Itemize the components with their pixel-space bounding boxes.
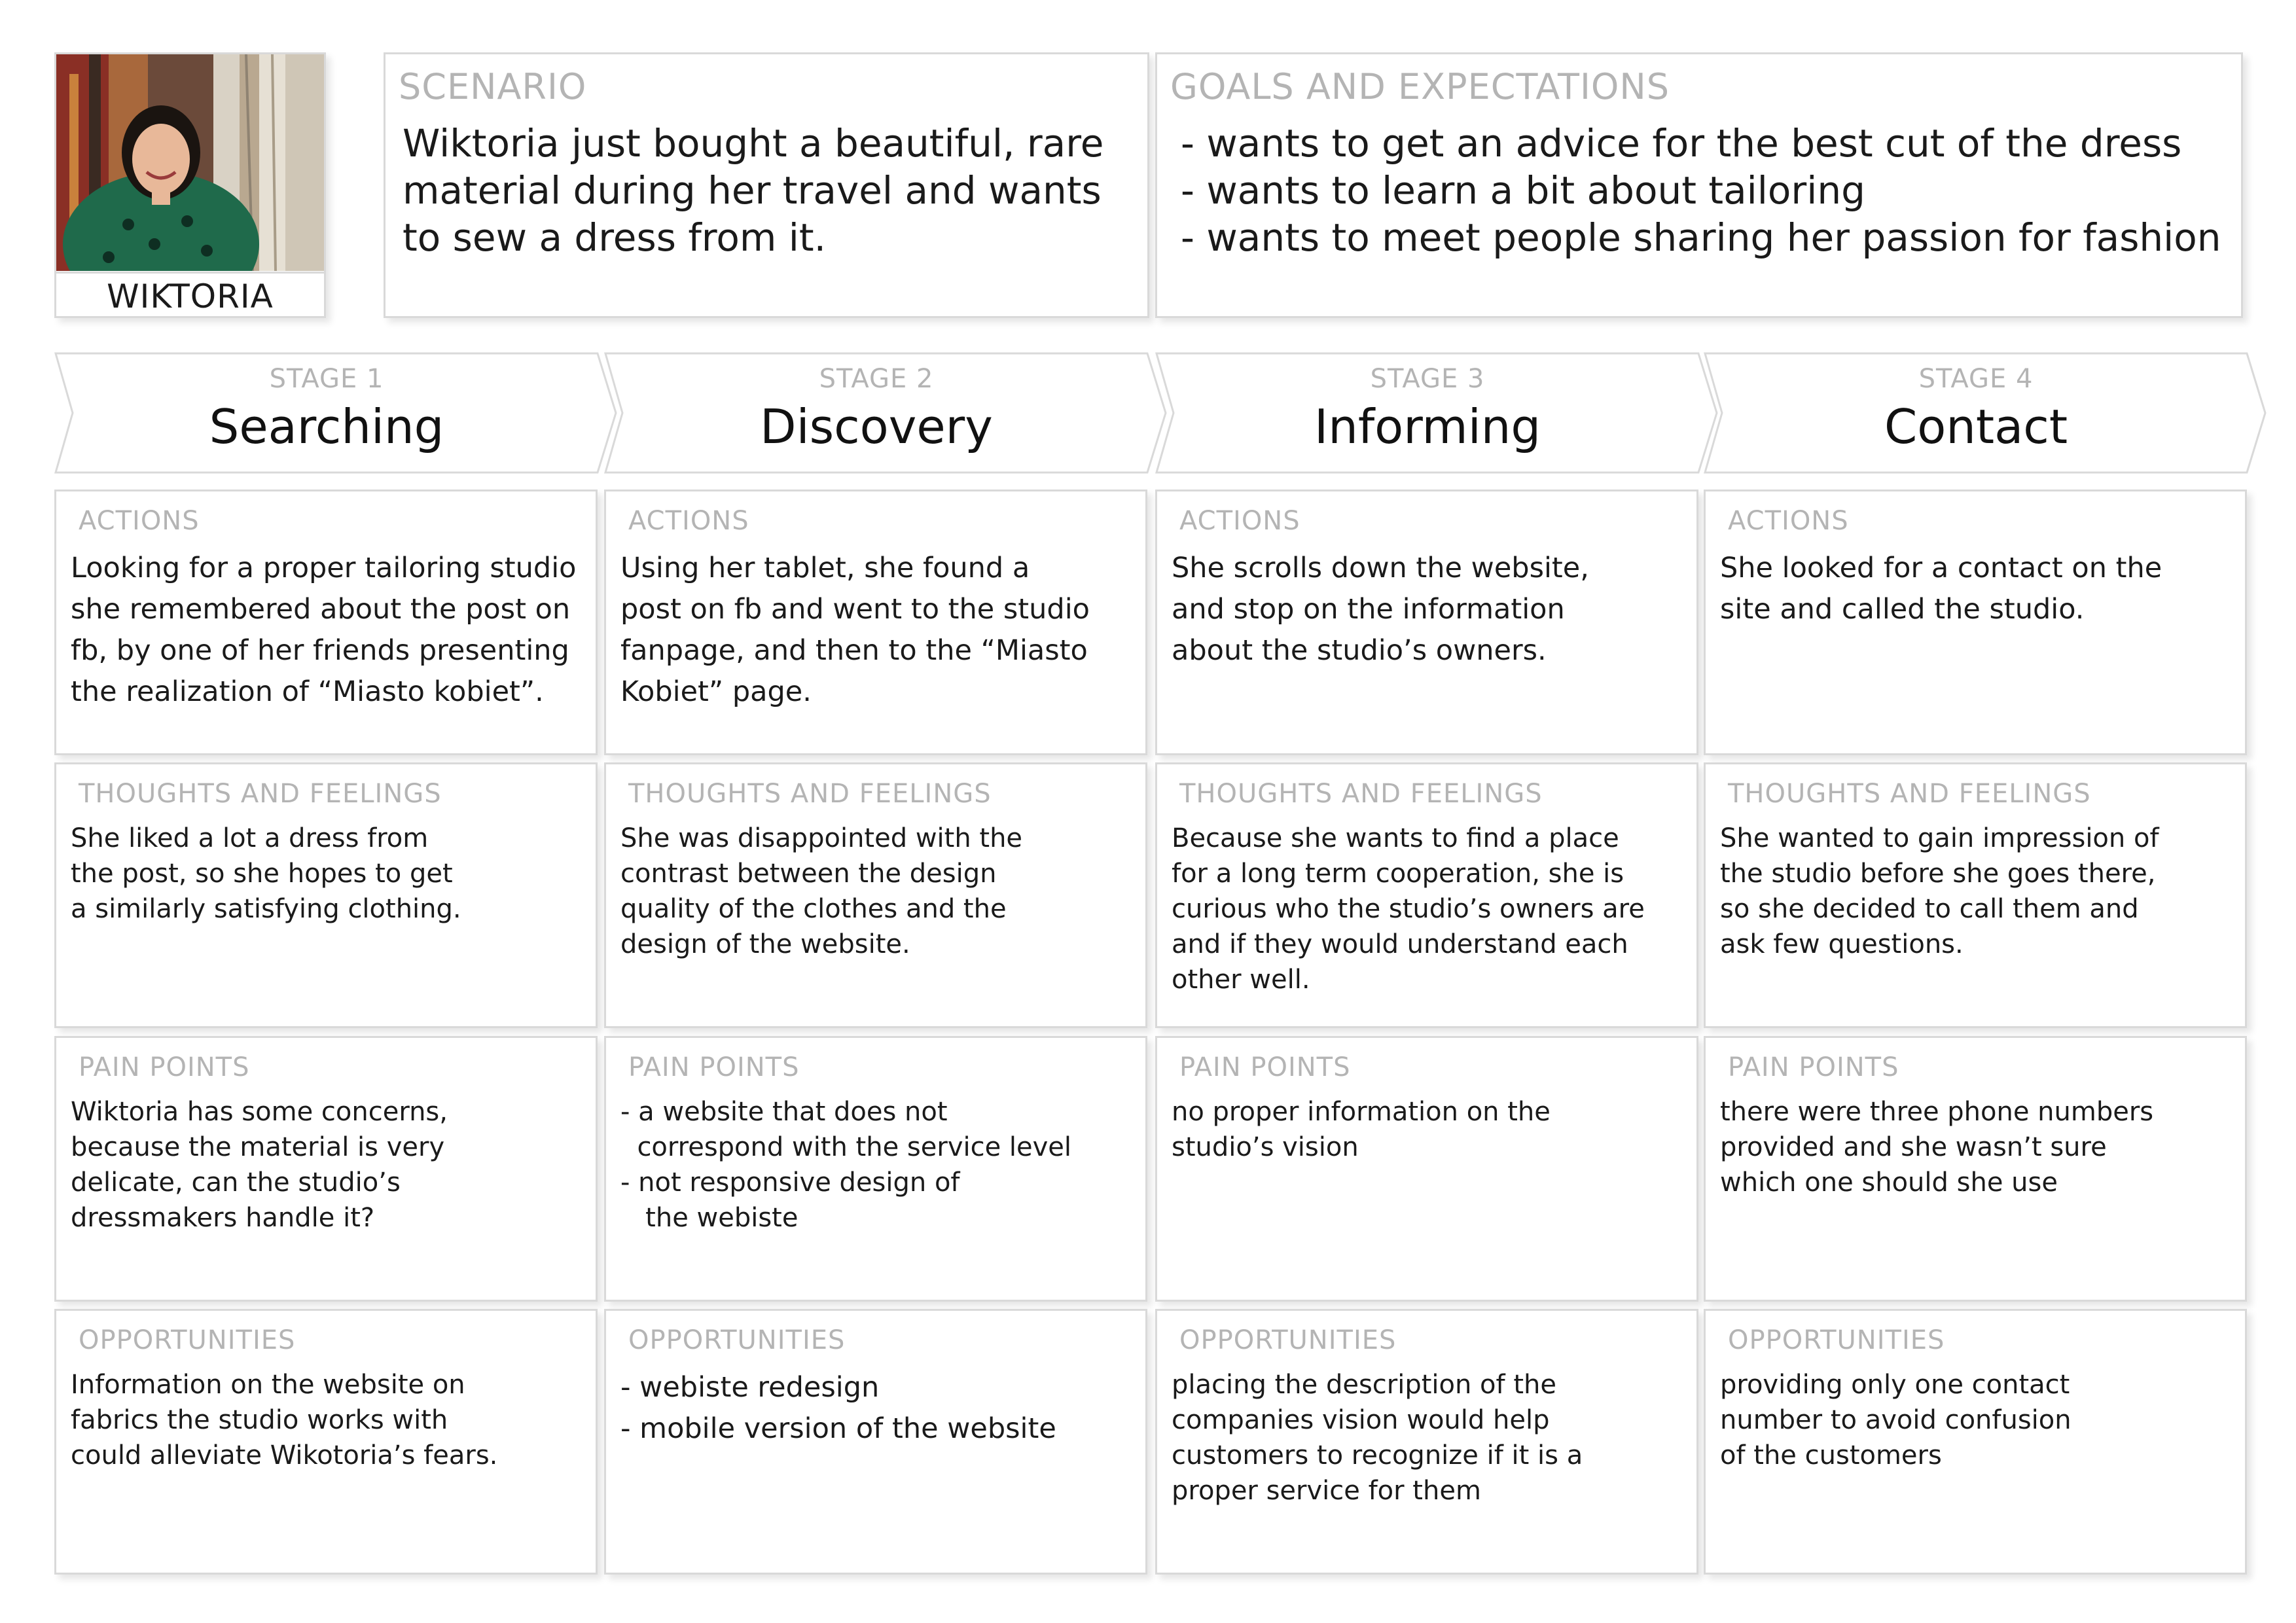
stage-4-actions-card (1704, 490, 2247, 755)
stage-2-opportunities-card (604, 1309, 1147, 1575)
pain-points-label: PAIN POINTS (79, 1052, 250, 1082)
pain-points-label: PAIN POINTS (1728, 1052, 1899, 1082)
actions-label: ACTIONS (1728, 506, 1849, 536)
thoughts-label: THOUGHTS AND FEELINGS (628, 779, 992, 809)
stage-2-thoughts-card (604, 762, 1147, 1028)
pain-points-text: no proper information on the studio’s vision (1172, 1097, 1551, 1162)
stage-2-pain-points-card (604, 1036, 1147, 1302)
thoughts-label: THOUGHTS AND FEELINGS (79, 779, 442, 809)
scenario-text: Wiktoria just bought a beautiful, rare material during her travel and wants to sew a dress from it. (403, 121, 1104, 260)
actions-label: ACTIONS (79, 506, 200, 536)
goals-text: - wants to get an advice for the best cut of the dress - wants to learn a bit about tailoring - wants to meet people sharing her passion for fashion (1181, 121, 2221, 260)
actions-label: ACTIONS (1179, 506, 1300, 536)
stage-number: STAGE 3 (1370, 364, 1485, 394)
opportunities-label: OPPORTUNITIES (79, 1325, 296, 1355)
stage-4-thoughts-card (1704, 762, 2247, 1028)
stage-3-header (1155, 352, 1718, 474)
stage-number: STAGE 1 (269, 364, 384, 394)
stage-2-header (604, 352, 1167, 474)
opportunities-label: OPPORTUNITIES (628, 1325, 846, 1355)
pain-points-label: PAIN POINTS (628, 1052, 800, 1082)
stage-3-actions-card (1155, 490, 1698, 755)
stage-1-pain-points-card (54, 1036, 598, 1302)
actions-text: Looking for a proper tailoring studio she remembered about the post on fb, by one of her friends presenting the realization of “Miasto kobiet”. (71, 552, 577, 708)
stage-4-header (1704, 352, 2267, 474)
stage-number: STAGE 4 (1918, 364, 2034, 394)
scenario-label: SCENARIO (399, 66, 587, 107)
stage-3-opportunities-card (1155, 1309, 1698, 1575)
stage-1-thoughts-card (54, 762, 598, 1028)
persona-photo (56, 54, 324, 271)
stage-2-actions-card (604, 490, 1147, 755)
stage-3-thoughts-card (1155, 762, 1698, 1028)
opportunities-label: OPPORTUNITIES (1179, 1325, 1397, 1355)
stage-1-actions-card (54, 490, 598, 755)
stage-4-pain-points-card (1704, 1036, 2247, 1302)
thoughts-text: She liked a lot a dress from the post, so she hopes to get a similarly satisfying clothing. (71, 823, 461, 924)
goals-card (1155, 52, 2243, 318)
opportunities-label: OPPORTUNITIES (1728, 1325, 1945, 1355)
pain-points-text: Wiktoria has some concerns, because the material is very delicate, can the studio’s dressmakers handle it? (71, 1097, 448, 1233)
stage-3-pain-points-card (1155, 1036, 1698, 1302)
goals-label: GOALS AND EXPECTATIONS (1170, 66, 1670, 107)
stage-name: Informing (1314, 399, 1541, 454)
actions-label: ACTIONS (628, 506, 749, 536)
actions-text: She scrolls down the website, and stop on the information about the studio’s owners. (1172, 552, 1589, 667)
stage-name: Searching (209, 399, 444, 454)
opportunities-text: placing the description of the companies vision would help customers to recognize if it is a proper service for them (1172, 1370, 1583, 1506)
opportunities-text: Information on the website on fabrics the studio works with could alleviate Wikotoria’s fears. (71, 1370, 498, 1471)
persona-name: WIKTORIA (56, 272, 324, 319)
stage-name: Contact (1884, 399, 2068, 454)
pain-points-label: PAIN POINTS (1179, 1052, 1351, 1082)
thoughts-text: Because she wants to find a place for a long term cooperation, she is curious who the studio’s owners are and if they would understand each other well. (1172, 823, 1645, 995)
actions-text: Using her tablet, she found a post on fb and went to the studio fanpage, and then to the “Miasto Kobiet” page. (620, 552, 1090, 708)
stage-1-header (54, 352, 617, 474)
thoughts-text: She wanted to gain impression of the studio before she goes there, so she decided to call them and ask few questions. (1720, 823, 2159, 959)
pain-points-text: there were three phone numbers provided and she wasn’t sure which one should she use (1720, 1097, 2154, 1198)
actions-text: She looked for a contact on the site and called the studio. (1720, 552, 2162, 626)
pain-points-text: - a website that does not correspond with the service level - not responsive design of the webiste (620, 1097, 1072, 1233)
thoughts-label: THOUGHTS AND FEELINGS (1179, 779, 1543, 809)
thoughts-label: THOUGHTS AND FEELINGS (1728, 779, 2091, 809)
scenario-card (384, 52, 1149, 318)
stage-4-opportunities-card (1704, 1309, 2247, 1575)
stage-name: Discovery (760, 399, 993, 454)
persona-card (54, 52, 326, 318)
opportunities-text: providing only one contact number to avoid confusion of the customers (1720, 1370, 2072, 1471)
stage-1-opportunities-card (54, 1309, 598, 1575)
stage-number: STAGE 2 (819, 364, 934, 394)
thoughts-text: She was disappointed with the contrast between the design quality of the clothes and the design of the website. (620, 823, 1023, 959)
opportunities-text: - webiste redesign - mobile version of the website (620, 1371, 1056, 1445)
